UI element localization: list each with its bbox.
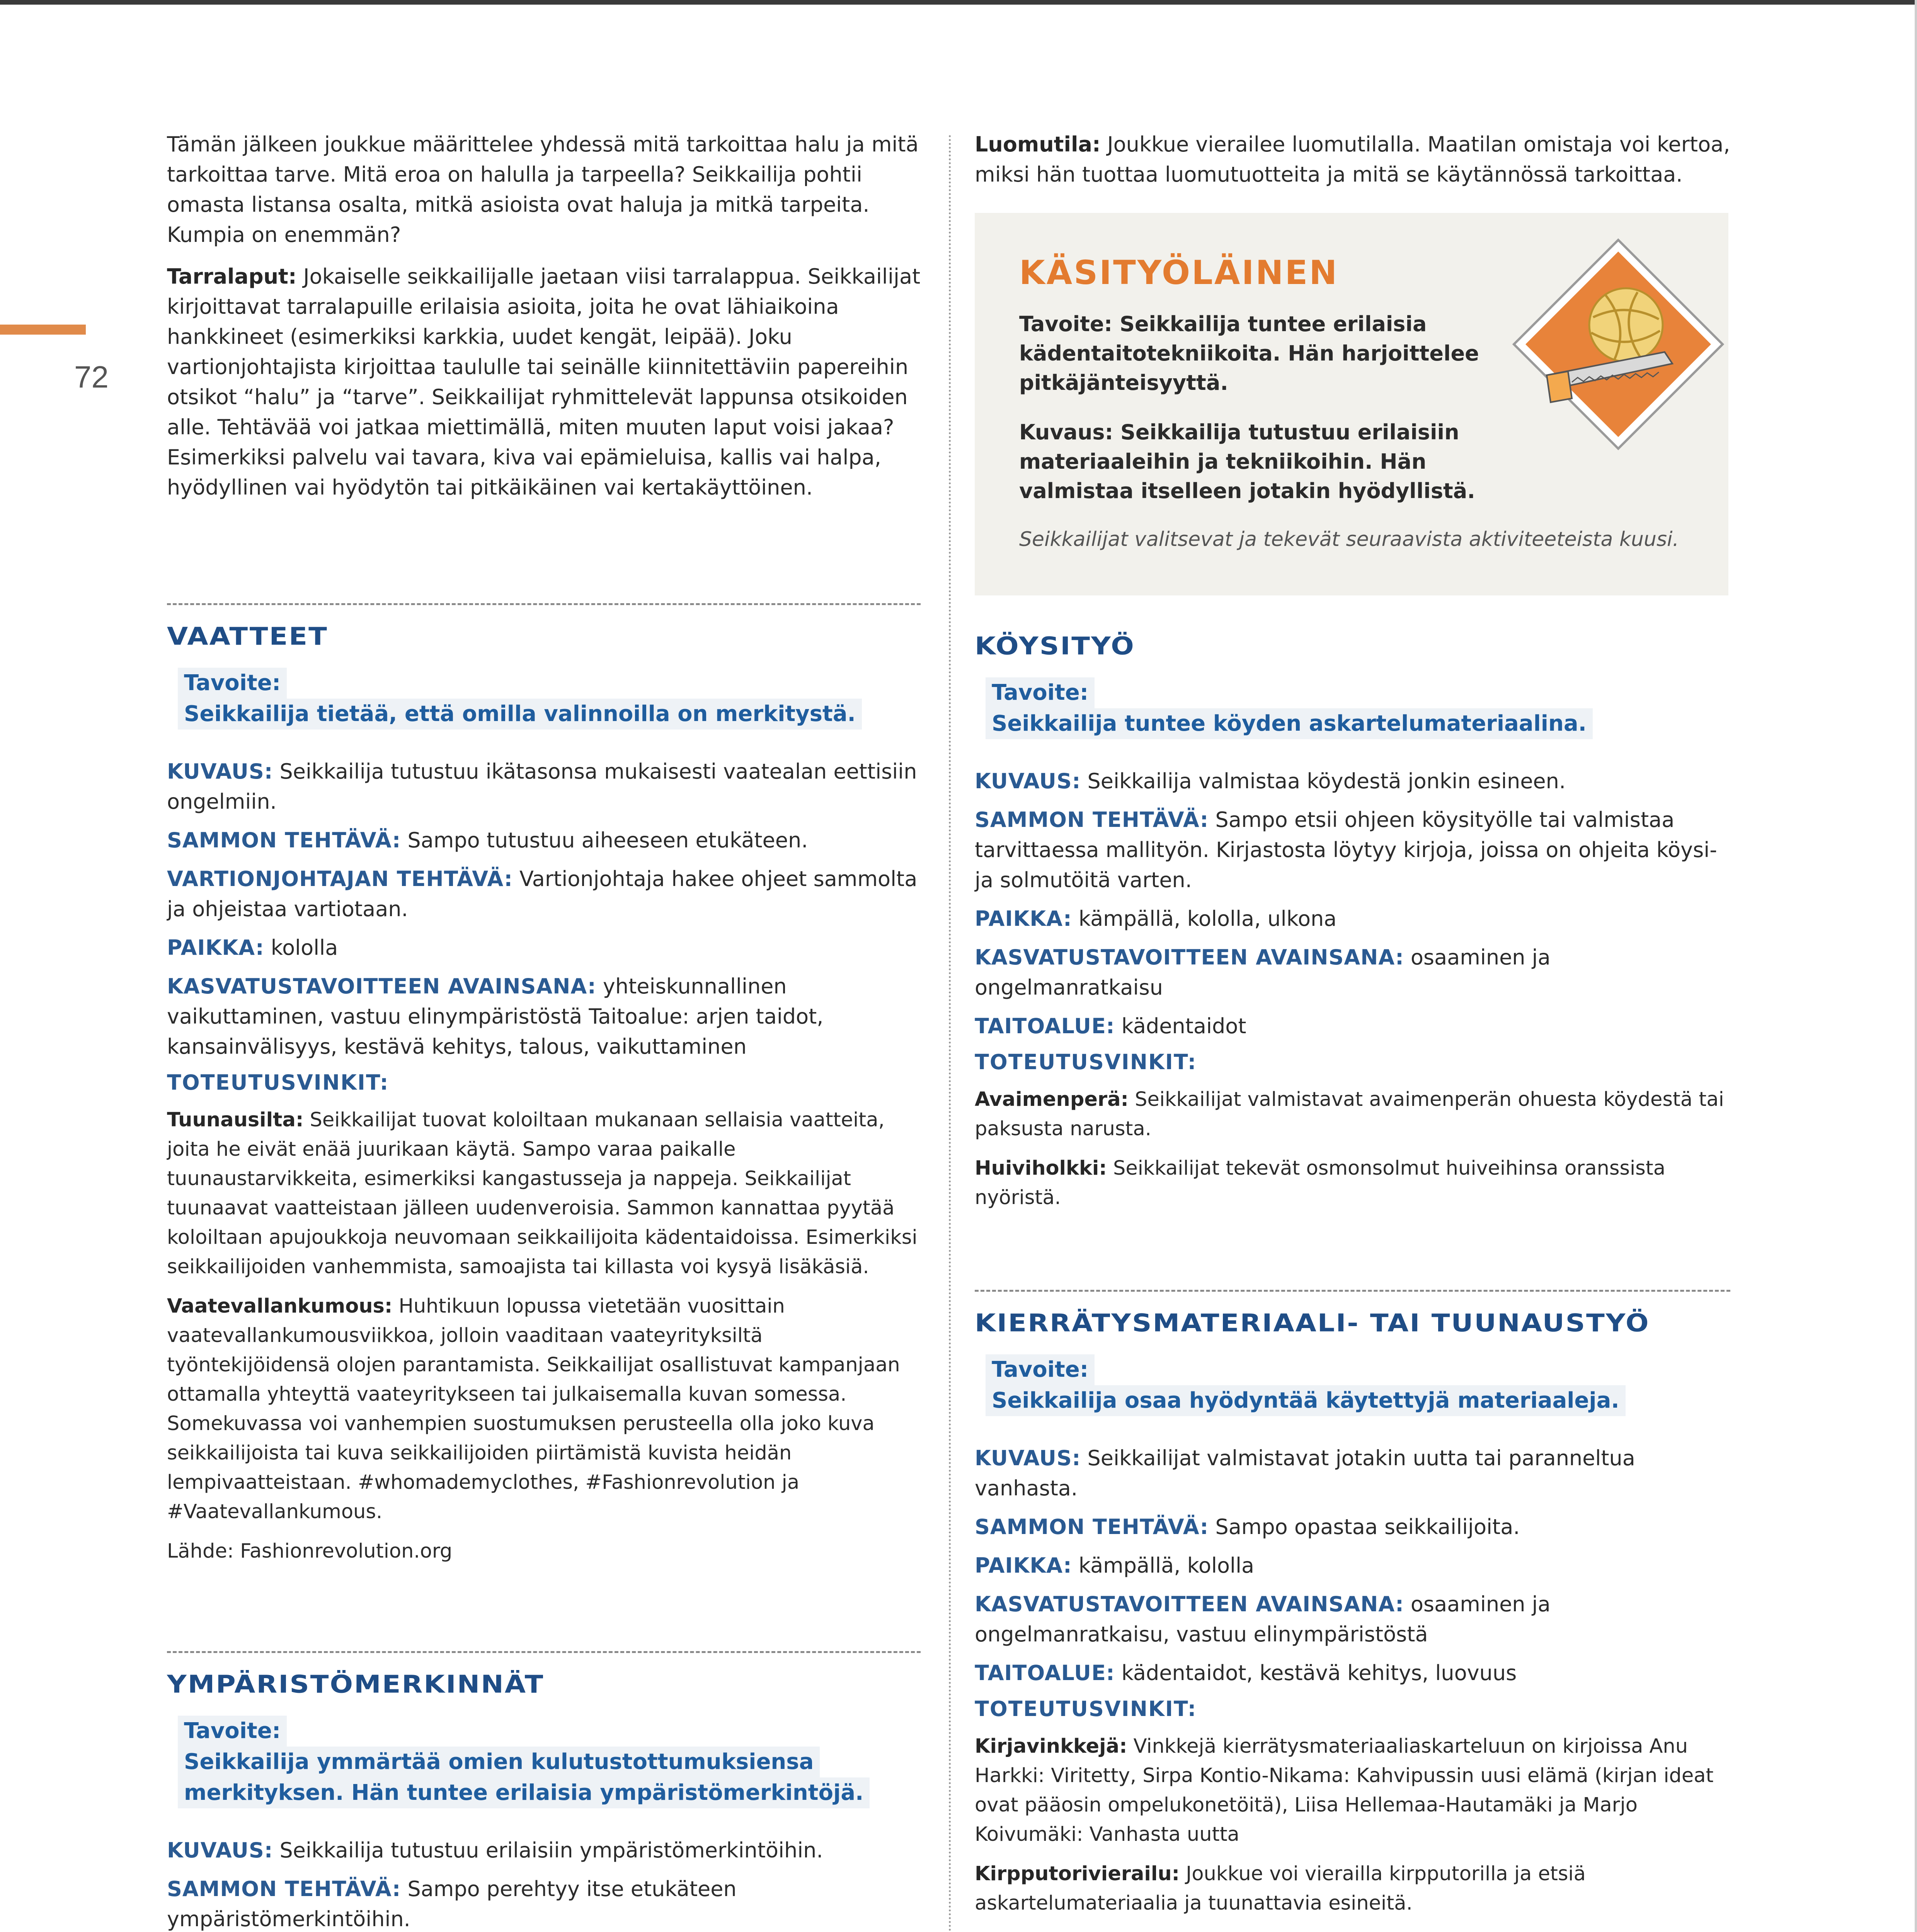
kasityolainen-description: Kuvaus: Seikkailija tutustuu erilaisiin materiaaleihin ja tekniikoihin. Hän valmistaa itselleen jotakin hyödyllistä.	[1019, 420, 1475, 503]
avainsana-key: KASVATUSTAVOITTEEN AVAINSANA:	[167, 974, 596, 998]
sampo-row	[975, 805, 1730, 895]
avainsana-row	[167, 971, 921, 1062]
section-kierratys	[975, 1307, 1730, 1918]
tip-text: Vinkkejä kierrätysmateriaaliaskarteluun on kirjoissa Anu Harkki: Viritetty, Sirpa Kontio-Nikama: Kahvipussin uusi elämä (kirjan ideat ovat pääosin ompelukonetöitä), Liisa Hellemaa-Hautamäki ja Marjo Koivumäki: Vanhasta uutta	[975, 1735, 1714, 1846]
goal-block	[986, 1354, 1730, 1416]
kasityolainen-title: KÄSITYÖLÄINEN	[1019, 253, 1339, 292]
section-vaatteet	[167, 621, 921, 1566]
goal-label: Tavoite:	[178, 668, 287, 699]
paikka-row	[975, 904, 1730, 934]
tarralaput-label: Tarralaput:	[167, 264, 297, 289]
kuvaus-row	[167, 1835, 921, 1866]
toteutusvinkit-heading: TOTEUTUSVINKIT:	[975, 1050, 1197, 1074]
tip-vaatevallankumous	[167, 1292, 921, 1527]
section-separator	[167, 603, 921, 605]
taitoalue-value: kädentaidot, kestävä kehitys, luovuus	[1115, 1661, 1517, 1685]
tarralaput-paragraph	[167, 262, 921, 503]
avainsana-row	[975, 1589, 1730, 1650]
paikka-key: PAIKKA:	[167, 935, 264, 960]
kuvaus-row	[975, 1443, 1730, 1503]
section-koysityo	[975, 630, 1730, 1213]
sampo-key: SAMMON TEHTÄVÄ:	[167, 1877, 401, 1901]
taitoalue-row	[975, 1011, 1730, 1041]
tarralaput-text: Jokaiselle seikkailijalle jaetaan viisi tarralappua. Seikkailijat kirjoittavat tarralapuille erilaisia asioita, joita he ovat lähiaikoina hankkineet (esimerkiksi karkkia, uudet kengät, leipää). Joku vartionjohtajista kirjoittaa taululle tai seinälle kiinnitettäviin papereihin otsikot “halu” ja “tarve”. Seikkailijat ryhmittelevät lappunsa otsikoiden alle. Tehtävää voi jatkaa miettimällä, miten muuten laput voisi jakaa? Esimerkiksi palvelu vai tavara, kiva vai epämieluisa, kallis vai halpa, hyödyllinen vai hyödytön tai pitkäikäinen vai kertakäyttöinen.	[167, 264, 921, 500]
vartionjohtaja-key: VARTIONJOHTAJAN TEHTÄVÄ:	[167, 867, 513, 891]
tip-kirpputorivierailu	[975, 1859, 1730, 1918]
avainsana-value: yhteiskunnallinen vaikuttaminen, vastuu elinympäristöstä Taitoalue: arjen taidot, kansainvälisyys, kestävä kehitys, talous, vaikuttaminen	[167, 974, 824, 1059]
goal-text: Seikkailija tietää, että omilla valinnoilla on merkitystä.	[178, 699, 862, 730]
tip-label: Vaatevallankumous:	[167, 1295, 393, 1318]
avainsana-value: osaaminen ja ongelmanratkaisu, vastuu elinympäristöstä	[975, 1592, 1551, 1646]
goal-text: Seikkailija tuntee köyden askartelumateriaalina.	[986, 708, 1593, 739]
taitoalue-key: TAITOALUE:	[975, 1014, 1115, 1038]
goal-label: Tavoite:	[178, 1716, 287, 1747]
sampo-value: Sampo etsii ohjeen köysityölle tai valmistaa tarvittaessa mallityön. Kirjastosta löytyy kirjoja, joissa on ohjeita köysi- ja solmutöitä varten.	[975, 808, 1717, 892]
paikka-value: kämpällä, kololla, ulkona	[1072, 906, 1337, 931]
kasityolainen-goal: Tavoite: Seikkailija tuntee erilaisia kädentaitotekniikoita. Hän harjoittelee pitkäjänteisyyttä.	[1019, 312, 1479, 395]
section-title: KÖYSITYÖ	[975, 632, 1135, 660]
section-title: KIERRÄTYSMATERIAALI- TAI TUUNAUSTYÖ	[975, 1309, 1650, 1337]
top-rule	[0, 0, 1917, 5]
page-edge	[1915, 0, 1917, 1932]
taitoalue-row	[975, 1658, 1730, 1688]
goal-text: Seikkailija osaa hyödyntää käytettyjä materiaaleja.	[986, 1385, 1626, 1416]
kuvaus-value: Seikkailija valmistaa köydestä jonkin esineen.	[1081, 769, 1566, 793]
section-ymparistomerkinnat	[167, 1668, 921, 1932]
kuvaus-value: Seikkailija tutustuu ikätasonsa mukaisesti vaatealan eettisiin ongelmiin.	[167, 759, 917, 814]
goal-label: Tavoite:	[986, 677, 1095, 708]
tip-text: Huhtikuun lopussa vietetään vuosittain vaatevallankumousviikkoa, jolloin vaaditaan vaateyrityksiltä työntekijöidensä olojen parantamista. Seikkailijat osallistuvat kampanjaan ottamalla yhteyttä vaateyritykseen tai julkaisemalla kuvan somessa. Somekuvassa voi vanhempien suostumuksen perusteella olla joko kuva seikkailijoista tai kuva seikkailijoiden piirtämistä kuvista heidän lempivaatteistaan. #whomademyclothes, #Fashionrevolution ja #Vaatevallankumous.	[167, 1295, 900, 1523]
goal-text-line-1: Seikkailija ymmärtää omien kulutustottumuksiensa	[178, 1747, 820, 1777]
taitoalue-key: TAITOALUE:	[975, 1661, 1115, 1685]
kuvaus-key: KUVAUS:	[975, 1446, 1081, 1470]
sampo-value: Sampo perehtyy itse etukäteen ympäristömerkintöihin.	[167, 1877, 737, 1931]
kuvaus-key: KUVAUS:	[975, 769, 1081, 793]
toteutusvinkit-heading: TOTEUTUSVINKIT:	[975, 1697, 1197, 1721]
paikka-value: kololla	[264, 935, 338, 960]
page-number: 72	[74, 360, 109, 394]
tip-tuunausilta	[167, 1105, 921, 1282]
kuvaus-value: Seikkailija tutustuu erilaisiin ympäristömerkintöihin.	[273, 1838, 823, 1862]
section-title: YMPÄRISTÖMERKINNÄT	[167, 1670, 545, 1699]
sampo-row	[167, 825, 921, 855]
luomutila-label: Luomutila:	[975, 132, 1101, 156]
goal-block	[986, 677, 1730, 739]
goal-block	[178, 668, 921, 730]
luomutila-text: Joukkue vierailee luomutilalla. Maatilan omistaja voi kertoa, miksi hän tuottaa luomutuotteita ja mitä se käytännössä tarkoittaa.	[975, 132, 1730, 187]
sampo-key: SAMMON TEHTÄVÄ:	[975, 808, 1209, 832]
kuvaus-key: KUVAUS:	[167, 1838, 273, 1862]
yarn-saw-badge-icon	[1510, 236, 1726, 452]
tip-label: Tuunausilta:	[167, 1109, 304, 1131]
kuvaus-key: KUVAUS:	[167, 759, 273, 784]
tip-text: Seikkailijat tuovat koloiltaan mukanaan sellaisia vaatteita, joita he eivät enää juurikaan käytä. Sampo varaa paikalle tuunaustarvikkeita, esimerkiksi kangastusseja ja nappeja. Seikkailijat tuunaavat vaatteistaan jälleen uudenveroisia. Sammon kannattaa pyytää koloiltaan apujoukkoja neuvomaan seikkailijoita kädentaidoissa. Esimerkiksi seikkailijoiden vanhemmista, samoajista tai killasta voi kysyä lisäkäsiä.	[167, 1109, 918, 1278]
tip-huiviholkki	[975, 1154, 1730, 1213]
sampo-value: Sampo opastaa seikkailijoita.	[1209, 1515, 1520, 1539]
section-title: VAATTEET	[167, 622, 328, 651]
toteutusvinkit-heading: TOTEUTUSVINKIT:	[167, 1070, 389, 1095]
tip-label: Kirjavinkkejä:	[975, 1735, 1127, 1758]
sampo-value: Sampo tutustuu aiheeseen etukäteen.	[401, 828, 808, 852]
kasityolainen-box	[975, 213, 1728, 595]
tip-text: Seikkailijat tekevät osmonsolmut huiveihinsa oranssista nyöristä.	[975, 1157, 1665, 1209]
kuvaus-value: Seikkailijat valmistavat jotakin uutta tai paranneltua vanhasta.	[975, 1446, 1635, 1500]
tip-text: Joukkue voi vierailla kirpputorilla ja etsiä askartelumateriaalia ja tuunattavia esineitä.	[975, 1862, 1586, 1915]
avainsana-key: KASVATUSTAVOITTEEN AVAINSANA:	[975, 1592, 1404, 1616]
section-separator	[975, 1290, 1730, 1292]
paikka-key: PAIKKA:	[975, 906, 1072, 931]
avainsana-row	[975, 942, 1730, 1003]
section-separator	[167, 1651, 921, 1653]
column-divider	[949, 135, 951, 1932]
sampo-key: SAMMON TEHTÄVÄ:	[167, 828, 401, 852]
tip-label: Avaimenperä:	[975, 1088, 1129, 1111]
paikka-key: PAIKKA:	[975, 1553, 1072, 1578]
kuvaus-row	[167, 757, 921, 817]
kasityolainen-note: Seikkailijat valitsevat ja tekevät seuraavista aktiviteeteista kuusi.	[1019, 528, 1679, 551]
tip-avaimenpera	[975, 1085, 1730, 1144]
vartionjohtaja-row	[167, 864, 921, 924]
sampo-row	[975, 1512, 1730, 1542]
right-column	[975, 129, 1730, 1932]
left-column	[167, 129, 921, 1932]
tip-kirjavinkkeja	[975, 1732, 1730, 1849]
tip-label: Kirpputorivierailu:	[975, 1862, 1180, 1885]
kuvaus-row	[975, 766, 1730, 796]
paikka-row	[167, 933, 921, 963]
tip-text: Seikkailijat valmistavat avaimenperän ohuesta köydestä tai paksusta narusta.	[975, 1088, 1724, 1140]
goal-label: Tavoite:	[986, 1354, 1095, 1385]
vartionjohtaja-value: Vartionjohtaja hakee ohjeet sammolta ja ohjeistaa vartiotaan.	[167, 867, 918, 921]
taitoalue-value: kädentaidot	[1115, 1014, 1246, 1038]
avainsana-key: KASVATUSTAVOITTEEN AVAINSANA:	[975, 945, 1404, 969]
source-line: Lähde: Fashionrevolution.org	[167, 1540, 453, 1563]
margin-accent-bar	[0, 325, 86, 335]
intro-paragraph: Tämän jälkeen joukkue määrittelee yhdessä mitä tarkoittaa halu ja mitä tarkoittaa tarve. Mitä eroa on halulla ja tarpeella? Seikkailija pohtii omasta listansa osalta, mitkä asioista ovat haluja ja mitkä tarpeita. Kumpia on enemmän?	[167, 132, 919, 247]
goal-block	[178, 1716, 921, 1808]
sampo-row	[167, 1874, 921, 1932]
avainsana-value: osaaminen ja ongelmanratkaisu	[975, 945, 1551, 1000]
goal-text-line-2: merkityksen. Hän tuntee erilaisia ympäristömerkintöjä.	[178, 1777, 870, 1808]
tip-label: Huiviholkki:	[975, 1157, 1107, 1180]
sampo-key: SAMMON TEHTÄVÄ:	[975, 1515, 1209, 1539]
paikka-row	[975, 1551, 1730, 1581]
luomutila-paragraph	[975, 129, 1730, 190]
paikka-value: kämpällä, kololla	[1072, 1553, 1255, 1578]
